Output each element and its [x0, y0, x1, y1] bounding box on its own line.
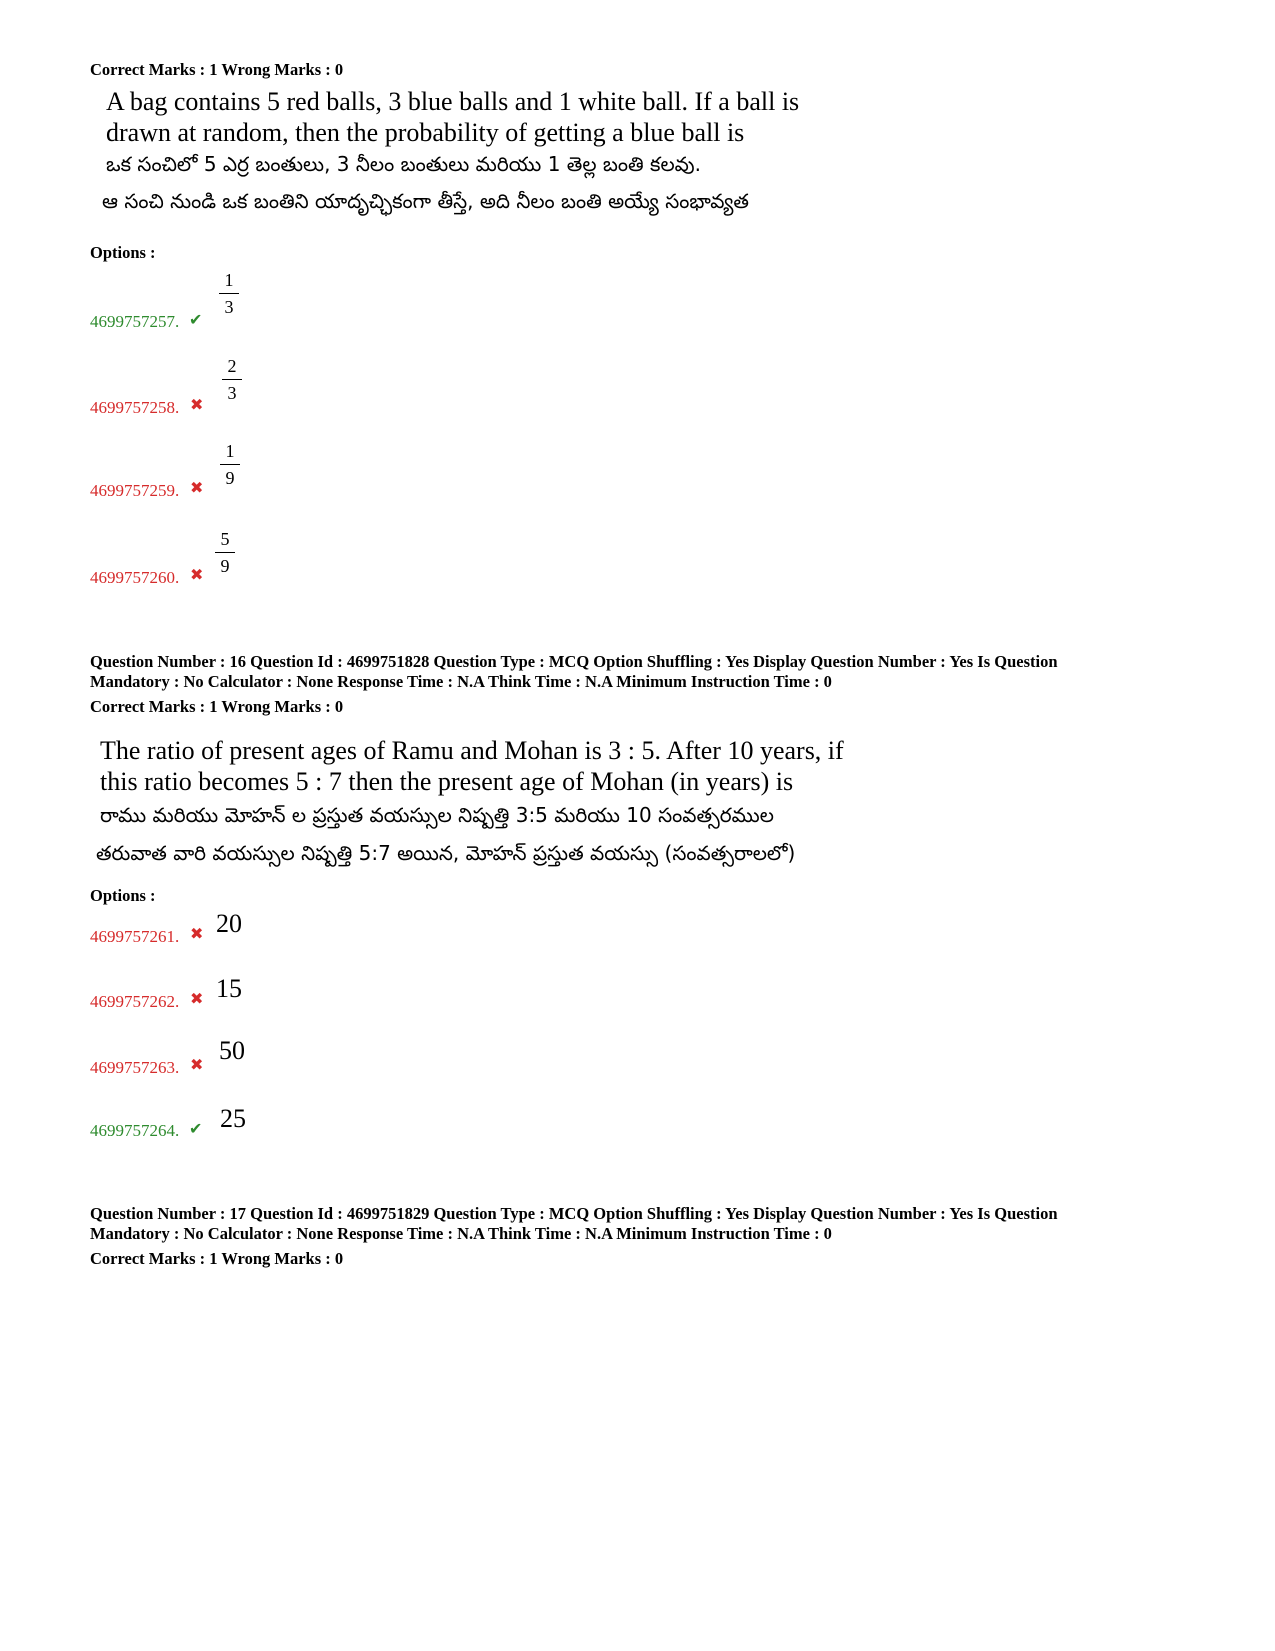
- q15-text-en-line2: drawn at random, then the probability of getting a blue ball is: [106, 118, 745, 147]
- fraction-bar: [215, 552, 235, 553]
- q16-text-en-line2: this ratio becomes 5 : 7 then the present age of Mohan (in years) is: [100, 767, 794, 796]
- fraction-numerator: 1: [225, 441, 235, 461]
- check-icon: ✔: [189, 1121, 203, 1138]
- option-id: 4699757259.: [90, 481, 180, 500]
- q15-text-en-line1: A bag contains 5 red balls, 3 blue balls and 1 white ball. If a ball is: [106, 87, 800, 116]
- cross-icon: ✖: [190, 480, 204, 497]
- cross-icon: ✖: [190, 1057, 204, 1074]
- cross-icon: ✖: [190, 567, 204, 584]
- option-id: 4699757263.: [90, 1058, 180, 1077]
- option-id: 4699757264.: [90, 1121, 180, 1140]
- cross-icon: ✖: [190, 397, 204, 414]
- option-fraction: [219, 270, 239, 317]
- option-id: 4699757260.: [90, 568, 180, 587]
- fraction-bar: [220, 464, 240, 465]
- fraction-denominator: 9: [220, 556, 230, 576]
- option-id: 4699757257.: [90, 312, 180, 331]
- q17-meta-line2: Mandatory : No Calculator : None Response Time : N.A Think Time : N.A Minimum Instruction Time : 0: [90, 1224, 832, 1243]
- fraction-denominator: 3: [224, 297, 234, 317]
- option-fraction: [222, 356, 242, 403]
- q16-meta-line1: Question Number : 16 Question Id : 4699751828 Question Type : MCQ Option Shuffling : Yes Display Question Number : Yes Is Question: [90, 652, 1058, 671]
- q16-text-en-line1: The ratio of present ages of Ramu and Mohan is 3 : 5. After 10 years, if: [100, 736, 844, 765]
- option-fraction: [215, 529, 235, 576]
- check-icon: ✔: [189, 312, 203, 329]
- q15-text-te-line2: ఆ సంచి నుండి ఒక బంతిని యాదృచ్ఛికంగా తీస్తే, అది నీలం బంతి అయ్యే సంభావ్యత: [102, 189, 749, 213]
- fraction-numerator: 2: [227, 356, 237, 376]
- fraction-numerator: 1: [224, 270, 234, 290]
- q16-meta-line2: Mandatory : No Calculator : None Response Time : N.A Think Time : N.A Minimum Instruction Time : 0: [90, 672, 832, 691]
- fraction-bar: [219, 293, 239, 294]
- q15-text-te-line1: ఒక సంచిలో 5 ఎర్ర బంతులు, 3 నీలం బంతులు మరియు 1 తెల్ల బంతి కలవు.: [106, 152, 701, 176]
- fraction-bar: [222, 379, 242, 380]
- q15-options-label: Options :: [90, 243, 156, 262]
- q17-meta-line1: Question Number : 17 Question Id : 4699751829 Question Type : MCQ Option Shuffling : Yes Display Question Number : Yes Is Question: [90, 1204, 1058, 1223]
- q17-marks: Correct Marks : 1 Wrong Marks : 0: [90, 1249, 344, 1268]
- option-id: 4699757262.: [90, 992, 180, 1011]
- q16-marks: Correct Marks : 1 Wrong Marks : 0: [90, 697, 344, 716]
- fraction-numerator: 5: [220, 529, 230, 549]
- q15-marks: Correct Marks : 1 Wrong Marks : 0: [90, 60, 344, 79]
- q16-text-te-line1: రాము మరియు మోహన్ ల ప్రస్తుత వయస్సుల నిష్పత్తి 3:5 మరియు 10 సంవత్సరముల: [100, 803, 774, 827]
- fraction-denominator: 3: [227, 383, 237, 403]
- option-value: 50: [219, 1036, 245, 1065]
- q16-options-label: Options :: [90, 886, 156, 905]
- q16-text-te-line2: తరువాత వారి వయస్సుల నిష్పత్తి 5:7 అయిన, మోహన్ ప్రస్తుత వయస్సు (సంవత్సరాలలో): [96, 841, 796, 865]
- option-value: 20: [216, 909, 242, 938]
- option-fraction: [220, 441, 240, 488]
- fraction-denominator: 9: [225, 468, 235, 488]
- option-value: 25: [220, 1104, 246, 1133]
- option-value: 15: [216, 974, 242, 1003]
- cross-icon: ✖: [190, 991, 204, 1008]
- cross-icon: ✖: [190, 926, 204, 943]
- option-id: 4699757261.: [90, 927, 180, 946]
- option-id: 4699757258.: [90, 398, 180, 417]
